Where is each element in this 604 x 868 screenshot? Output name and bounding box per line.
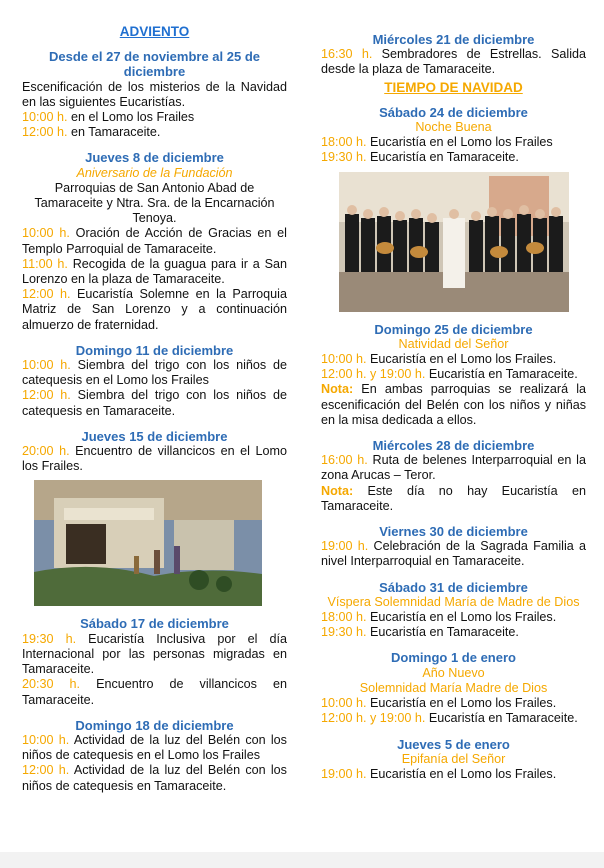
note-label: Nota: [321,483,354,498]
entry-time: 19:00 h. [321,766,367,781]
entry-time: 10:00 h. [321,696,367,711]
schedule-entry [321,696,586,711]
event-subtitle: Solemnidad María Madre de Dios [359,680,548,695]
entry-time: 10:00 h. [22,358,71,373]
schedule-entry [22,388,287,418]
entry-time: 18:00 h. [321,135,367,150]
entry-text: Actividad de la luz del Belén con los niños de catequesis en Tamaraceite. [22,763,287,793]
choir-group-photo [339,172,569,312]
schedule-entry [321,47,586,77]
note-entry [321,382,586,428]
date-heading: Miércoles 21 de diciembre [372,32,535,47]
date-heading: Sábado 17 de diciembre [80,616,229,632]
schedule-entry [22,226,287,256]
entry-time: 12:00 h. [22,125,68,140]
entry-time: 10:00 h. [321,352,367,367]
entry-text: Eucaristía en el Lomo los Frailes [366,135,553,150]
entry-time: 19:30 h. [321,625,367,640]
event-subtitle: Noche Buena [415,120,492,135]
schedule-entry [321,539,586,569]
schedule-entry [22,110,287,125]
entry-text: Eucaristía en Tamaraceite. [366,625,519,640]
nativity-scene-photo [34,480,262,606]
left-column [22,22,287,794]
entry-time: 12:00 h. [22,763,70,778]
entry-time: 20:00 h. [22,444,70,459]
date-heading: Domingo 25 de diciembre [374,321,533,337]
note-entry [321,484,586,514]
date-heading: Jueves 15 de diciembre [81,428,228,444]
entry-text: Eucaristía en Tamaraceite. [366,150,519,165]
entry-time: 12:00 h. [22,388,71,403]
date-heading: Jueves 5 de enero [397,736,510,752]
entry-text: Siembra del trigo con los niños de catequesis en el Lomo los Frailes [22,358,287,388]
event-subtitle: Natividad del Señor [398,336,509,351]
entry-text: Eucaristía Inclusiva por el día Internacional por las personas migradas en Tamaraceite. [22,631,287,677]
section-title: ADVIENTO [119,24,190,39]
entry-time: 16:00 h. [321,453,368,468]
date-heading: Jueves 8 de diciembre [85,150,224,166]
date-heading: Viernes 30 de diciembre [379,524,528,540]
event-subtitle: Epifanía del Señor [401,751,506,766]
event-subtitle: Año Nuevo [422,665,485,680]
schedule-entry [22,677,287,707]
entry-text: en el Lomo los Frailes [67,110,195,125]
date-heading: Sábado 31 de diciembre [379,579,528,595]
date-heading: Desde el 27 de noviembre al 25 de diciembre [49,49,260,80]
date-heading: Sábado 24 de diciembre [379,104,528,120]
entry-time: 18:00 h. [321,610,367,625]
entry-time: 10:00 h. [22,732,70,747]
note-label: Nota: [321,382,354,397]
schedule-entry [321,453,586,483]
schedule-entry [22,287,287,333]
date-heading: Domingo 1 de enero [391,650,516,666]
entry-time: 16:30 h. [321,47,373,62]
schedule-entry [321,767,586,782]
event-subtitle: Víspera Solemnidad María de Madre de Dios [327,594,580,609]
entry-text: en Tamaraceite. [67,125,161,140]
entry-text: Eucaristía en el Lomo los Frailes. [366,610,557,625]
date-heading: Domingo 11 de diciembre [75,342,234,358]
schedule-entry [22,444,287,474]
schedule-entry [321,135,586,150]
entry-text: Oración de Acción de Gracias en el Templo Parroquial de Tamaraceite. [22,226,287,256]
section-title: TIEMPO DE NAVIDAD [384,79,523,95]
left-photo [34,480,262,606]
right-photo [339,172,569,312]
entry-text: Eucaristía en el Lomo los Frailes. [366,696,557,711]
entry-time: 19:30 h. [321,150,367,165]
right-column [321,22,586,782]
entry-time: 19:30 h. [22,631,77,646]
entry-text: Ruta de belenes Interparroquial en la zona Arucas – Teror. [321,453,586,483]
schedule-entry [22,733,287,763]
entry-text: Eucaristía en Tamaraceite. [425,711,578,726]
schedule-entry [22,632,287,678]
schedule-entry [22,763,287,793]
schedule-entry [321,150,586,165]
entry-time: 12:00 h. y 19:00 h. [321,367,426,382]
schedule-entry [321,610,586,625]
note-text: Este día no hay Eucaristía en Tamaraceite. [321,483,586,513]
entry-text: Sembradores de Estrellas. Salida desde la plaza de Tamaraceite. [321,47,586,77]
entry-text: Recogida de la guagua para ir a San Lorenzo en la plaza de Tamaraceite. [22,256,287,287]
schedule-entry [321,711,586,726]
schedule-entry [321,367,586,382]
entry-text: Siembra del trigo con los niños de catequesis en Tamaraceite. [22,388,287,418]
event-description: Parroquias de San Antonio Abad de Tamaraceite y Ntra. Sra. de la Encarnación Tenoya. [34,180,275,226]
schedule-entry [22,80,287,110]
entry-text: Eucaristía en el Lomo los Frailes. [366,352,557,367]
schedule-entry [321,625,586,640]
entry-time: 10:00 h. [22,226,70,241]
entry-text: Celebración de la Sagrada Familia a nivel Interparroquial en Tamaraceite. [321,539,586,569]
page-footer-strip [0,852,604,868]
date-heading: Domingo 18 de diciembre [75,717,234,733]
schedule-entry [22,358,287,388]
date-heading: Miércoles 28 de diciembre [372,438,535,454]
entry-time: 20:30 h. [22,677,81,692]
event-subtitle: Aniversario de la Fundación [76,165,233,180]
entry-text: Eucaristía Solemne en la Parroquia Matriz de San Lorenzo y a continuación almuerzo de fraternidad. [22,287,287,332]
entry-text: Encuentro de villancicos en el Lomo los Frailes. [22,444,287,474]
entry-time: 11:00 h. [22,256,68,271]
schedule-entry [321,352,586,367]
schedule-entry [22,257,287,287]
entry-time: 12:00 h. y 19:00 h. [321,711,426,726]
entry-text: Eucaristía en Tamaraceite. [425,367,578,382]
entry-text: Encuentro de villancicos en Tamaraceite. [22,677,287,707]
entry-time: 10:00 h. [22,110,68,125]
entry-time: 12:00 h. [22,287,71,302]
entry-time: 19:00 h. [321,539,369,554]
note-text: En ambas parroquias se realizará la escenificación del Belén con los niños y niñas en la misa dedicada a ellos. [321,382,586,427]
schedule-entry [22,125,287,140]
entry-text: Actividad de la luz del Belén con los niños de catequesis en el Lomo los Frailes [22,732,287,763]
entry-text: Eucaristía en el Lomo los Frailes. [366,766,557,781]
entry-text: Escenificación de los misterios de la Navidad en las siguientes Eucaristías. [22,79,287,109]
